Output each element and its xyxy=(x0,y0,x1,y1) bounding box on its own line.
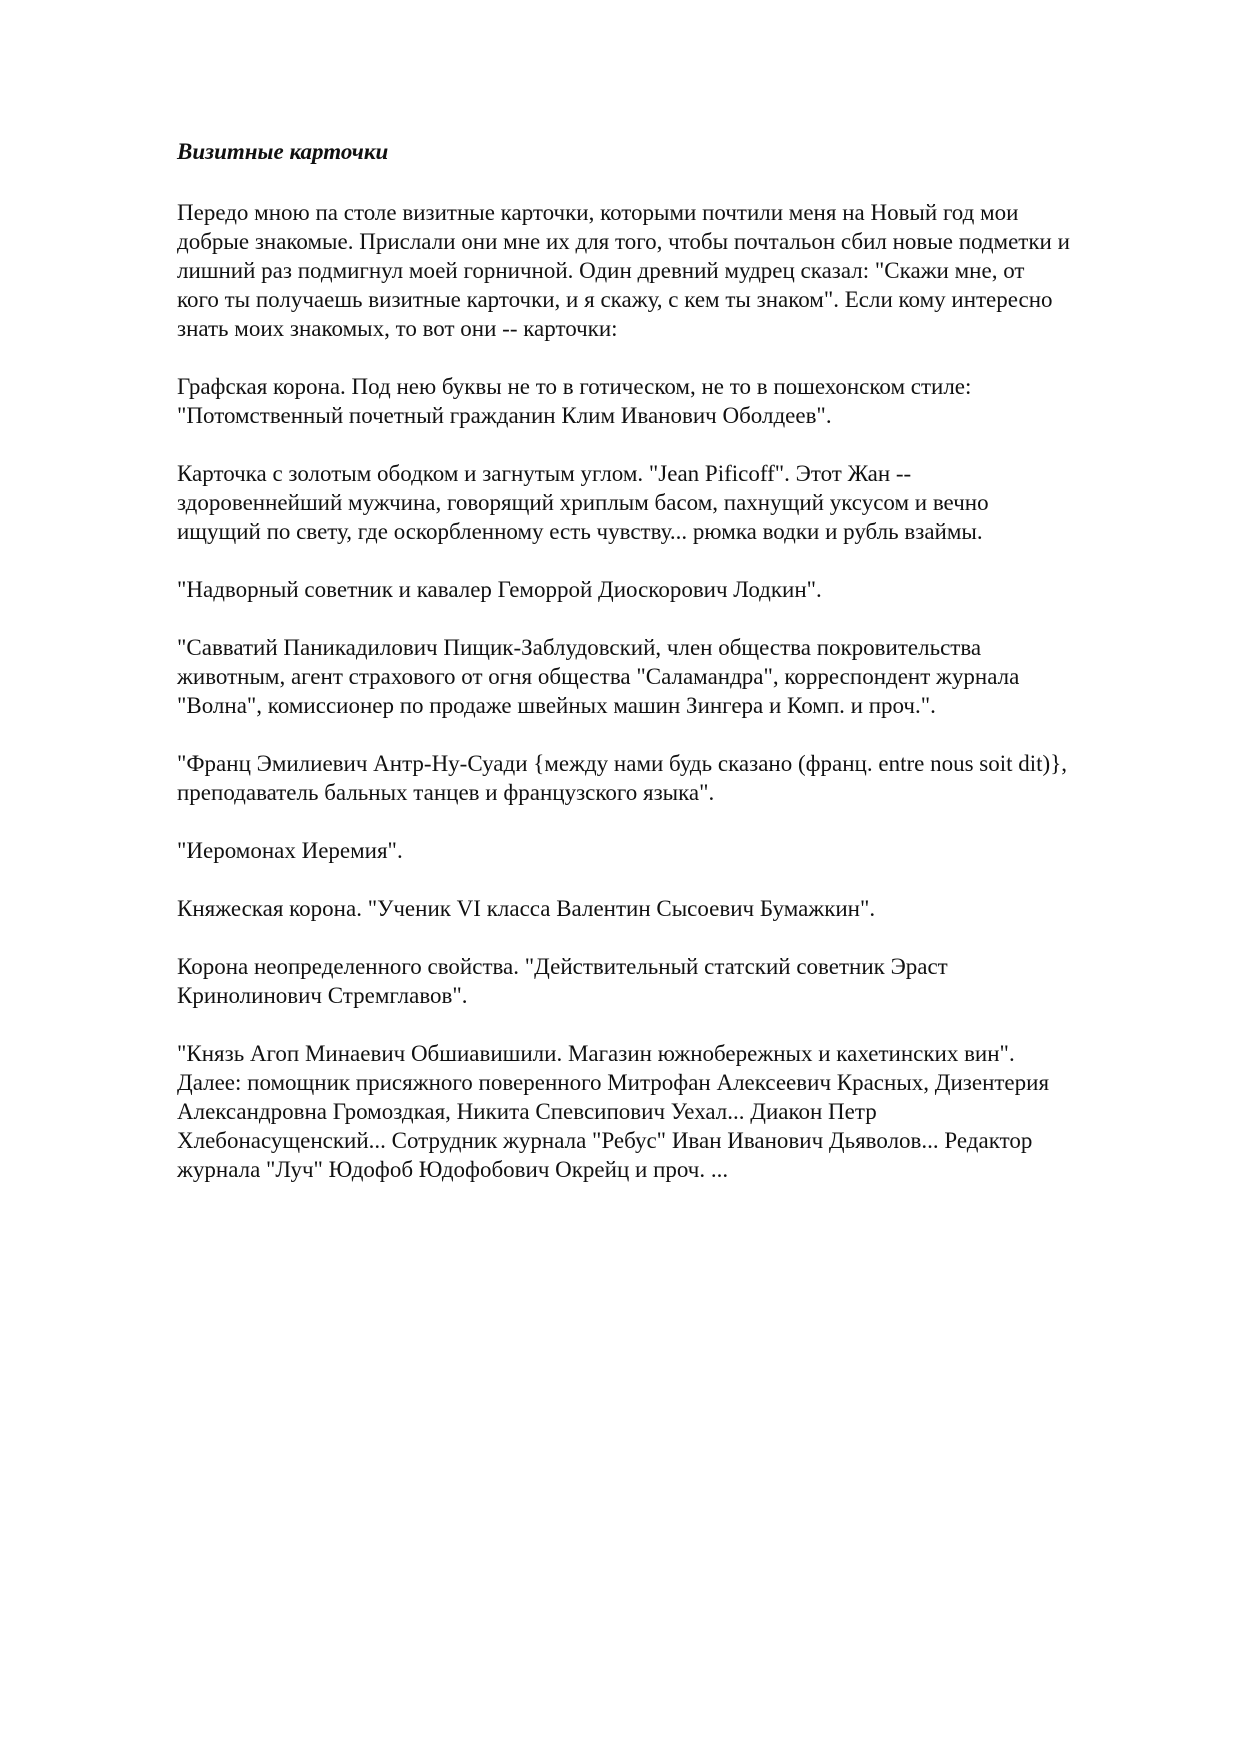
document-page xyxy=(177,138,1167,1213)
paragraph-line: знать моих знакомых, то вот они -- карточки: xyxy=(177,316,618,341)
paragraph-line: журнала "Луч" Юдофоб Юдофобович Окрейц и проч. ... xyxy=(177,1157,729,1182)
paragraph xyxy=(177,575,1167,604)
paragraph-line: "Волна", комиссионер по продаже швейных машин Зингера и Комп. и проч.". xyxy=(177,693,936,718)
paragraph-line: "Иеромонах Иеремия". xyxy=(177,838,403,863)
paragraph-line: здоровеннейший мужчина, говорящий хриплым басом, пахнущий уксусом и вечно xyxy=(177,490,989,515)
paragraph-line: ищущий по свету, где оскорбленному есть чувству... рюмка водки и рубль взаймы. xyxy=(177,519,983,544)
paragraph-line: Передо мною па столе визитные карточки, которыми почтили меня на Новый год мои xyxy=(177,200,1019,225)
document-title: Визитные карточки xyxy=(177,139,389,164)
paragraph-line: преподаватель бальных танцев и французского языка". xyxy=(177,780,715,805)
paragraph-line: "Савватий Паникадилович Пищик-Заблудовский, член общества покровительства xyxy=(177,635,982,660)
paragraph-line: Кринолинович Стремглавов". xyxy=(177,983,468,1008)
paragraph-line: добрые знакомые. Прислали они мне их для того, чтобы почтальон сбил новые подметки и xyxy=(177,229,1070,254)
paragraph-line: Далее: помощник присяжного поверенного Митрофан Алексеевич Красных, Дизентерия xyxy=(177,1070,1050,1095)
paragraph xyxy=(177,1039,1167,1184)
paragraph-line: Хлебонасущенский... Сотрудник журнала "Ребус" Иван Иванович Дьяволов... Редактор xyxy=(177,1128,1033,1153)
paragraph xyxy=(177,836,1167,865)
paragraph-line: "Франц Эмилиевич Антр-Ну-Суади {между нами будь сказано (франц. entre nous soit dit)}, xyxy=(177,751,1067,776)
paragraph-line: кого ты получаешь визитные карточки, и я скажу, с кем ты знаком". Если кому интересно xyxy=(177,287,1053,312)
paragraph-line: Карточка с золотым ободком и загнутым углом. "Jean Pificoff". Этот Жан -- xyxy=(177,461,912,486)
paragraph xyxy=(177,749,1167,807)
paragraph-line: животным, агент страхового от огня общества "Саламандра", корреспондент журнала xyxy=(177,664,1020,689)
paragraph xyxy=(177,459,1167,546)
paragraph-line: Корона неопределенного свойства. "Действительный статский советник Эраст xyxy=(177,954,948,979)
paragraph-line: "Надворный советник и кавалер Геморрой Диоскорович Лодкин". xyxy=(177,577,822,602)
paragraph xyxy=(177,372,1167,430)
paragraph-line: Александровна Громоздкая, Никита Спевсипович Уехал... Диакон Петр xyxy=(177,1099,877,1124)
paragraph-line: лишний раз подмигнул моей горничной. Один древний мудрец сказал: "Скажи мне, от xyxy=(177,258,1025,283)
paragraph xyxy=(177,952,1167,1010)
paragraph-line: Княжеская корона. "Ученик VI класса Валентин Сысоевич Бумажкин". xyxy=(177,896,876,921)
paragraph-line: "Потомственный почетный гражданин Клим Иванович Оболдеев". xyxy=(177,403,832,428)
paragraph xyxy=(177,894,1167,923)
paragraph-line: Графская корона. Под нею буквы не то в готическом, не то в пошехонском стиле: xyxy=(177,374,972,399)
paragraph-line: "Князь Агоп Минаевич Обшиавишили. Магазин южнобережных и кахетинских вин". xyxy=(177,1041,1015,1066)
document-body xyxy=(177,198,1167,1184)
paragraph xyxy=(177,633,1167,720)
paragraph xyxy=(177,198,1167,343)
